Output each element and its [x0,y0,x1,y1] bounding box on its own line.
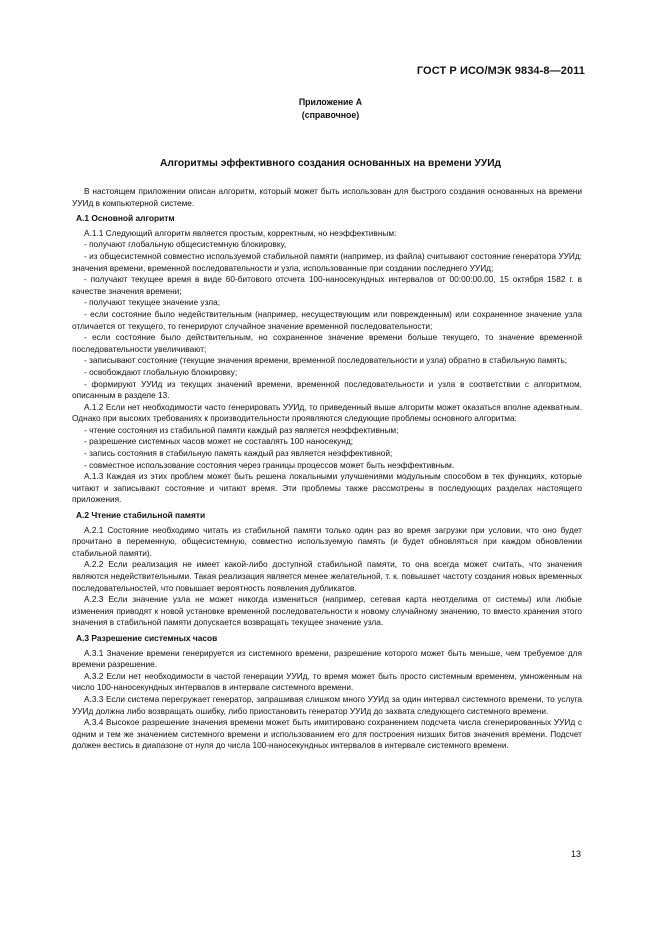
list-item: - совместное использование состояния через границы процессов может быть неэффективным. [84,459,455,470]
paragraph-a1-2: А.1.2 Если нет необходимости часто генерировать УУИд, то приведенный выше алгоритм может оказаться вполне адекватным. Однако при высоких требованиях к производительности проявляются следующие проблемы основного алгоритма: [72,401,582,424]
paragraph-a3-1: А.3.1 Значение времени генерируется из системного времени, разрешение которого может быть меньше, чем требуемое для времени разрешение. [72,647,582,670]
list-item: - разрешение системных часов может не составлять 100 наносекунд; [84,436,354,447]
list-item: - освобождают глобальную блокировку; [84,366,238,377]
annex-title: Алгоритмы эффективного создания основанных на времени УУИд [160,158,501,169]
list-item: - формируют УУИд из текущих значений времени, временной последовательности и узла в соответствии с алгоритмом, описанным в разделе 13. [72,378,582,401]
page-number: 13 [570,849,581,859]
paragraph-a1-1: А.1.1 Следующий алгоритм является простым, корректным, но неэффективным: [84,227,397,238]
document-header: ГОСТ Р ИСО/МЭК 9834-8—2011 [416,65,585,77]
list-item: - если состояние было недействительным (например, несуществующим или поврежденным) или сохраненное значение узла отличается от текущего, то генерируют случайное значение временной последовательности; [72,308,582,331]
document-body [72,186,582,752]
list-item: - получают текущее значение узла; [84,297,221,308]
annex-label: Приложение А [298,97,363,107]
section-heading-a2: А.2 Чтение стабильной памяти [76,510,206,521]
intro-paragraph: В настоящем приложении описан алгоритм, который может быть использован для быстрого создания основанных на времени УУИд в компьютерной системе. [72,186,582,208]
section-heading-a3: А.3 Разрешение системных часов [76,632,218,643]
list-item: - если состояние было действительным, но сохраненное значение времени больше текущего, то значение временной последовательности увеличивают; [72,332,582,354]
list-item: - получают глобальную общесистемную блокировку, [84,239,287,250]
paragraph-a3-4: А.3.4 Высокое разрешение значения времени может быть имитировано сохранением подсчета числа сгенерированных УУИд с одним и тем же значением системного времени и использованием его для построения низших битов значения времени. Подсчет должен вестись в диапазоне от нуля до числа 100-наносекундных интервалов в интервале системного времени. [72,717,582,751]
paragraph-a3-3: А.3.3 Если система перегружает генератор, запрашивая слишком много УУИд за один интервал системного времени, то услуга УУИд должна либо возвращать ошибку, либо приостановить генератор УУИд до захвата следующего системного времени. [72,693,582,716]
paragraph-a2-1: А.2.1 Состояние необходимо читать из стабильной памяти только один раз во время загрузки при условии, что оно будет прочитано в переменную, общесистемную, совместно используемую память (и будет обновляться при каждом обновлении стабильной памяти). [72,524,582,558]
paragraph-a3-2: А.3.2 Если нет необходимости в частой генерации УУИд, то время может быть просто системным временем, умноженным на число 100-наносекундных интервалов в интервале системного времени. [72,670,582,693]
list-item: - из общесистемной совместно используемой стабильной памяти (например, из файла) считывают состояние генератора УУИд: значения времени, временной последовательности и узла, использованные при создании последнего УУИд; [72,250,582,273]
annex-type: (справочное) [301,110,360,120]
paragraph-a2-3: А.2.3 Если значение узла не может никогда измениться (например, сетевая карта неотделима от системы) или любые изменения приводят к новой установке временной последовательности к новому случайному значению, то вместо хранения этого значения в стабильной памяти допускается возвращать текущее значение узла. [72,594,582,628]
paragraph-a1-3: А.1.3 Каждая из этих проблем может быть решена локальными улучшениями модульным способом в тех функциях, которые читают и записывают состояние и читают время. Эти проблемы также рассмотрены в последующих разделах настоящего приложения. [72,471,582,505]
list-item: - получают текущее время в виде 60-битового отсчета 100-наносекундных интервалов от 00:00:00.00, 15 октября 1582 г. в качестве значения времени; [72,274,582,296]
section-heading-a1: А.1 Основной алгоритм [76,213,175,224]
list-item: - чтение состояния из стабильной памяти каждый раз является неэффективным; [84,424,399,435]
list-item: - записывают состояние (текущие значения времени, временной последовательности и узла) обратно в стабильную память; [84,355,568,366]
paragraph-a2-2: А.2.2 Если реализация не имеет какой-либо доступной стабильной памяти, то она всегда может считать, что значения являются недействительными. Такая реализация является менее желательной, т. к. повышает частоту создания новых временных последовательностей, что повышает вероятность появления дубликатов. [72,559,582,593]
list-item: - запись состояния в стабильную память каждый раз является неэффективной; [84,448,393,459]
